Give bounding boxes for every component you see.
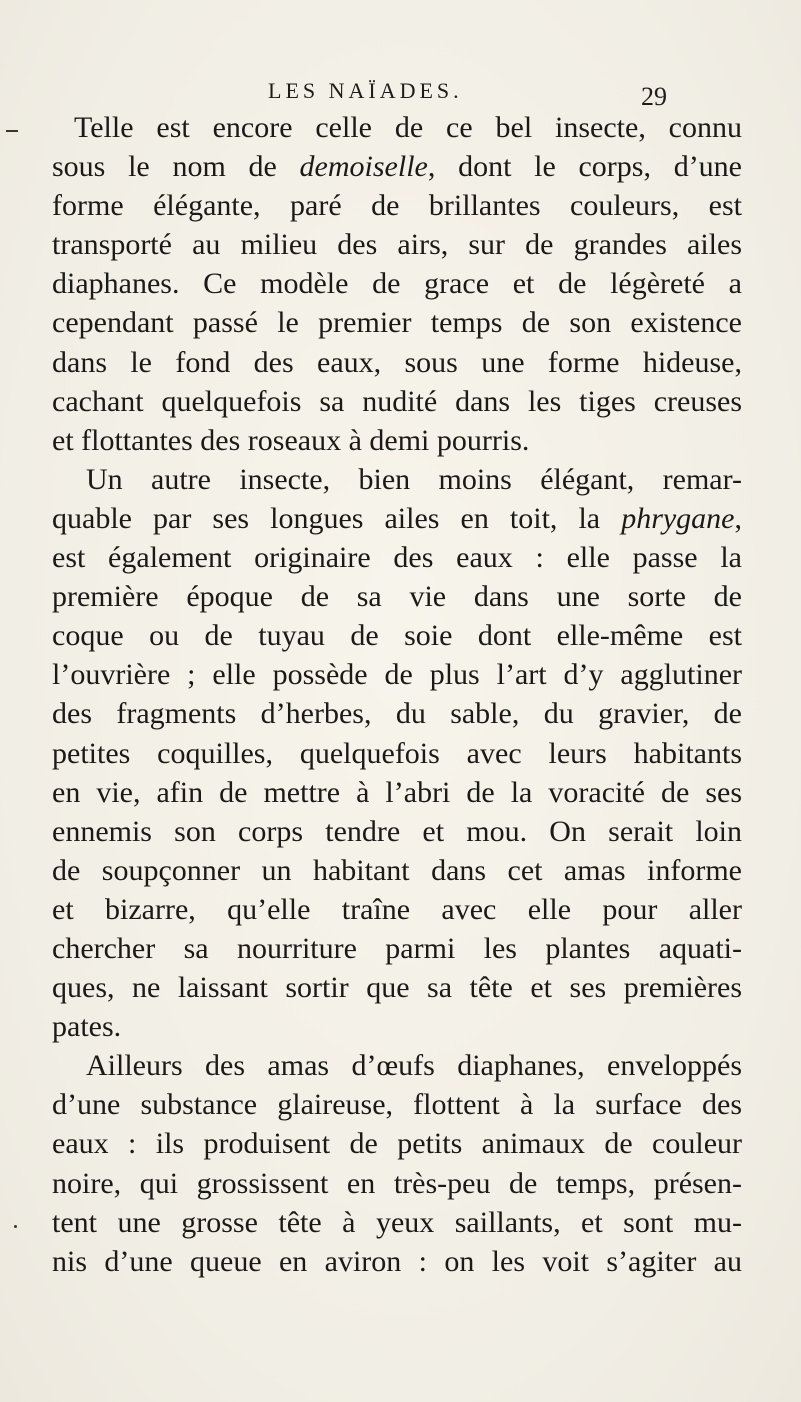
page-number: 29 — [641, 82, 667, 111]
text-line: ennemis son corps tendre et mou. On serait loin — [52, 814, 742, 848]
body-text — [52, 108, 742, 1281]
text-line: Ailleurs des amas d’œufs diaphanes, enveloppés — [86, 1049, 742, 1083]
text-line: cependant passé le premier temps de son existence — [52, 306, 742, 340]
running-title: LES NAÏADES. — [268, 78, 463, 103]
text-line: sous le nom de demoiselle, dont le corps, d’une — [52, 150, 742, 184]
text-line: Un autre insecte, bien moins élégant, remar- — [86, 462, 742, 496]
text-line: coque ou de tuyau de soie dont elle-même est — [52, 619, 742, 653]
margin-mark — [6, 130, 18, 132]
text-line: tent une grosse tête à yeux saillants, et sont mu- — [52, 1205, 742, 1239]
text-line: nis d’une queue en aviron : on les voit s’agiter au — [52, 1244, 742, 1278]
margin-dot — [14, 1225, 17, 1228]
text-line: quable par ses longues ailes en toit, la phrygane, — [52, 501, 742, 535]
text-line: petites coquilles, quelquefois avec leurs habitants — [52, 736, 742, 770]
text-line: et bizarre, qu’elle traîne avec elle pour aller — [52, 892, 742, 926]
text-line: est également originaire des eaux : elle passe la — [52, 541, 742, 575]
italic-term: demoiselle — [299, 150, 428, 184]
text-line: chercher sa nourriture parmi les plantes aquati- — [52, 931, 742, 965]
text-line: diaphanes. Ce modèle de grace et de légèreté a — [52, 267, 742, 301]
text-line: Telle est encore celle de ce bel insecte, connu — [74, 111, 742, 144]
text-line: cachant quelquefois sa nudité dans les tiges creuses — [52, 384, 742, 418]
text-line: ques, ne laissant sortir que sa tête et ses premières — [52, 971, 742, 1005]
text-line: d’une substance glaireuse, flottent à la surface des — [52, 1088, 742, 1122]
text-line: des fragments d’herbes, du sable, du gravier, de — [52, 697, 742, 731]
text-line: en vie, afin de mettre à l’abri de la voracité de ses — [52, 775, 742, 809]
italic-term: phrygane — [621, 501, 735, 535]
text-line: dans le fond des eaux, sous une forme hideuse, — [52, 345, 742, 379]
text-line: eaux : ils produisent de petits animaux de couleur — [52, 1127, 742, 1161]
text-line: forme élégante, paré de brillantes couleurs, est — [52, 189, 742, 223]
text-line: première époque de sa vie dans une sorte de — [52, 580, 742, 614]
text-line: de soupçonner un habitant dans cet amas informe — [52, 853, 742, 887]
text-line: et flottantes des roseaux à demi pourris. — [52, 423, 530, 457]
text-line: pates. — [52, 1010, 122, 1044]
text-line: transporté au milieu des airs, sur de grandes ailes — [52, 228, 742, 262]
text-line: noire, qui grossissent en très-peu de temps, présen- — [52, 1166, 742, 1200]
text-line: l’ouvrière ; elle possède de plus l’art d’y agglutiner — [52, 658, 742, 692]
